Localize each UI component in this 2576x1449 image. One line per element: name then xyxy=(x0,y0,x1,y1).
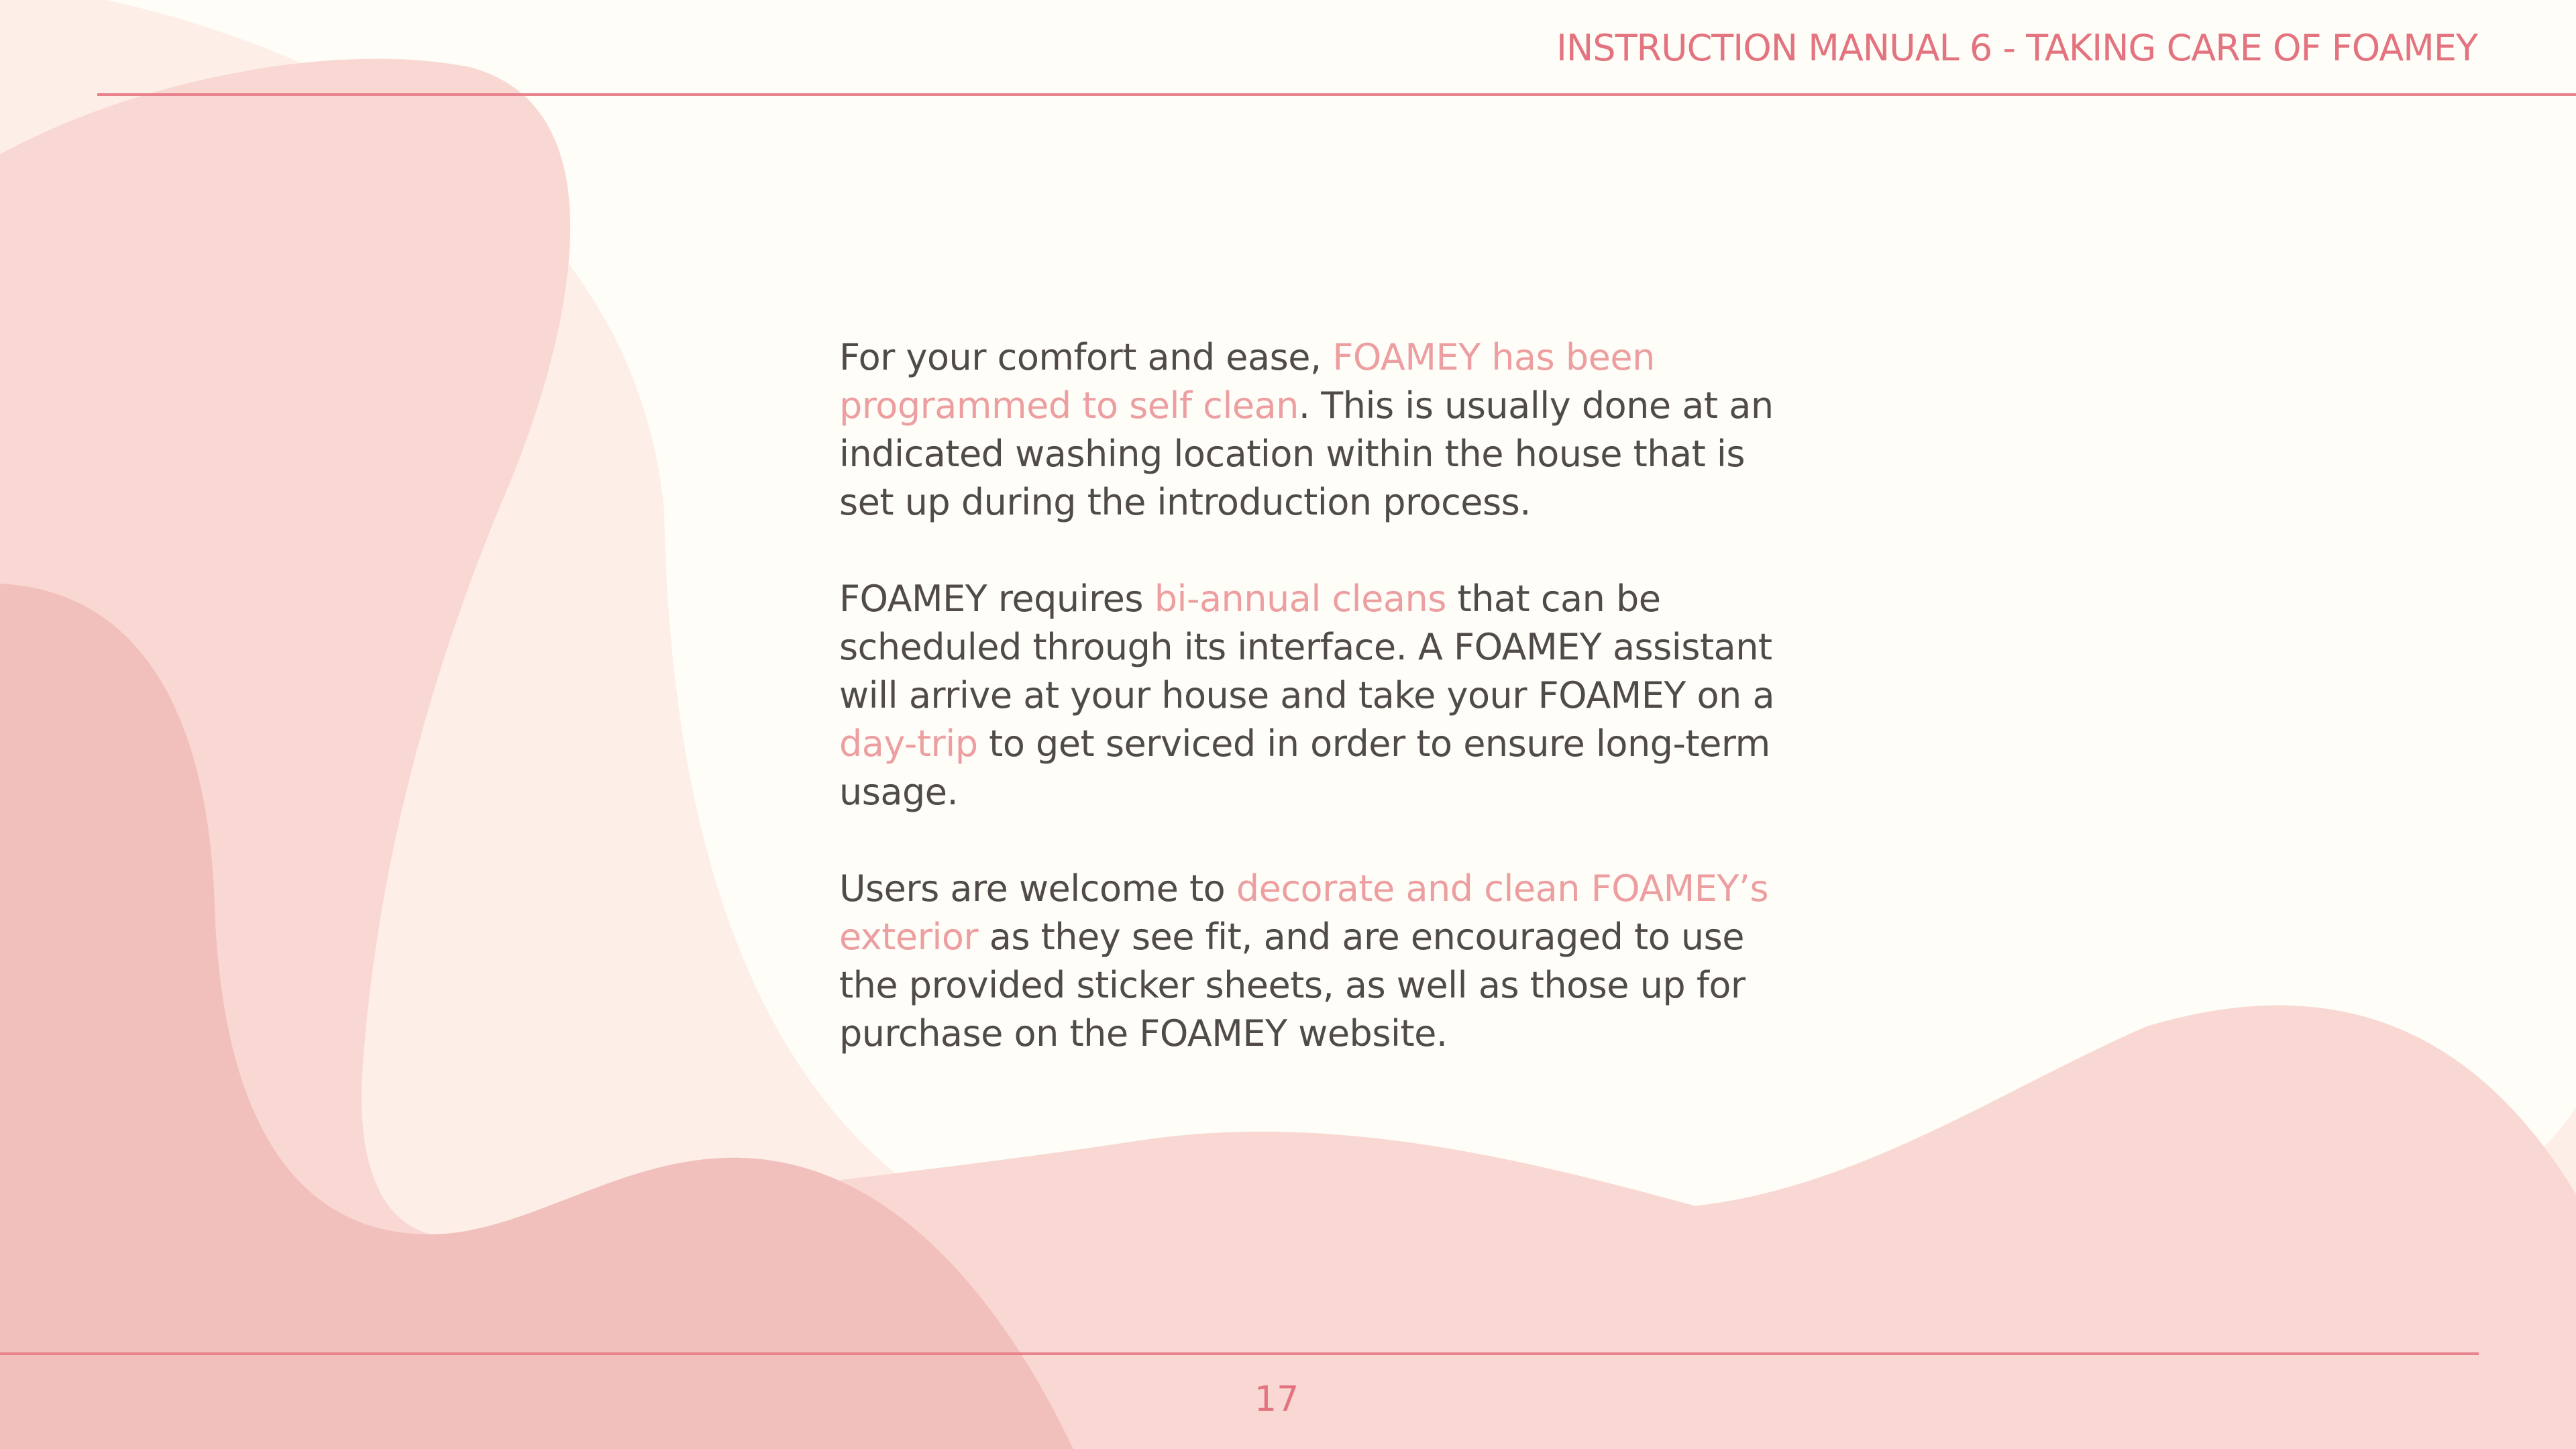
paragraph-text: FOAMEY requires xyxy=(839,578,1155,620)
header-divider xyxy=(97,93,2576,96)
paragraph-text: that can be scheduled through its interface. A FOAMEY assistant will arrive at your house and take your FOAMEY on a xyxy=(839,578,1775,716)
highlight-text: bi-annual cleans xyxy=(1154,578,1446,620)
highlight-text: FOAMEY has been programmed to self clean xyxy=(839,336,1655,427)
paragraph-text: as they see fit, and are encouraged to use the provided sticker sheets, as well as those up for purchase on the FOAMEY website. xyxy=(839,916,1746,1055)
paragraph-text: Users are welcome to xyxy=(839,867,1236,910)
paragraph-text: . This is usually done at an indicated washing location within the house that is set up during the introduction process. xyxy=(839,384,1774,523)
body-text xyxy=(839,333,1792,1106)
footer-divider xyxy=(0,1352,2479,1355)
paragraph-decorate-exterior xyxy=(839,865,1792,1058)
highlight-text: day-trip xyxy=(839,722,978,765)
paragraph-bi-annual-cleans xyxy=(839,575,1792,816)
page-number: 17 xyxy=(1254,1379,1299,1419)
paragraph-self-clean xyxy=(839,333,1792,527)
highlight-text: decorate and clean FOAMEY’s exterior xyxy=(839,867,1769,958)
header-title: INSTRUCTION MANUAL 6 - TAKING CARE OF FOAMEY xyxy=(1556,27,2477,69)
paragraph-text: to get serviced in order to ensure long-term usage. xyxy=(839,722,1770,813)
paragraph-text: For your comfort and ease, xyxy=(839,336,1333,378)
